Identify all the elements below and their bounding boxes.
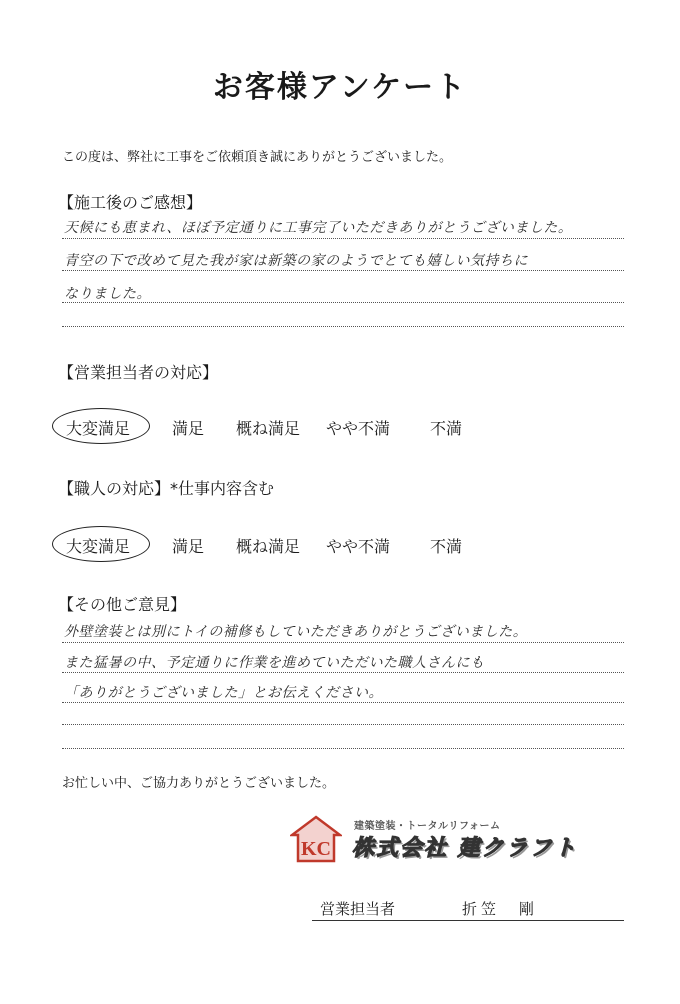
craftsman-option-satisfied[interactable]: 満足 [172, 537, 205, 556]
page-title: お客様アンケート [212, 70, 468, 105]
signature-name: 折笠 剛 [462, 900, 539, 918]
dotted-line [62, 238, 624, 239]
sales-option-somewhat-dissatisfied[interactable]: やや不満 [326, 419, 391, 438]
signature-label: 営業担当者 [320, 900, 396, 918]
company-tagline: 建築塗装・トータルリフォーム [354, 821, 501, 832]
dotted-line [62, 270, 624, 271]
craftsman-option-very-satisfied[interactable]: 大変満足 [66, 537, 131, 556]
impression-heading: 【施工後のご感想】 [58, 193, 203, 212]
craftsman-option-somewhat-dissatisfied[interactable]: やや不満 [326, 537, 391, 556]
dotted-line [62, 642, 624, 643]
craftsman-option-mostly-satisfied[interactable]: 概ね満足 [236, 537, 301, 556]
dotted-line [62, 672, 624, 673]
dotted-line [62, 748, 624, 749]
sales-option-mostly-satisfied[interactable]: 概ね満足 [236, 419, 301, 438]
dotted-line [62, 724, 624, 725]
dotted-line [62, 326, 624, 327]
other-line-1: 外壁塗装とは別にトイの補修もしていただきありがとうございました。 [64, 624, 528, 640]
dotted-line [62, 702, 624, 703]
closing-text: お忙しい中、ご協力ありがとうございました。 [62, 776, 336, 791]
company-logo [290, 815, 590, 865]
craftsman-heading: 【職人の対応】*仕事内容含む [58, 479, 275, 498]
house-logo-icon [290, 815, 342, 863]
impression-line-3: なりました。 [64, 286, 151, 302]
sales-option-very-satisfied[interactable]: 大変満足 [66, 419, 131, 438]
impression-line-1: 天候にも恵まれ、ほぼ予定通りに工事完了いただきありがとうございました。 [64, 220, 573, 236]
company-name: 株式会社 建クラフト [352, 836, 578, 861]
sales-heading: 【営業担当者の対応】 [58, 363, 219, 382]
logo-letters: KC [301, 838, 331, 860]
signature-line [312, 898, 624, 921]
sales-option-dissatisfied[interactable]: 不満 [430, 419, 463, 438]
other-heading: 【その他ご意見】 [58, 595, 187, 614]
dotted-line [62, 302, 624, 303]
intro-text: この度は、弊社に工事をご依頼頂き誠にありがとうございました。 [62, 150, 453, 165]
sales-option-satisfied[interactable]: 満足 [172, 419, 205, 438]
other-line-2: また猛暑の中、予定通りに作業を進めていただいた職人さんにも [64, 655, 485, 671]
craftsman-option-dissatisfied[interactable]: 不満 [430, 537, 463, 556]
other-line-3: 「ありがとうございました」とお伝えください。 [64, 685, 383, 701]
impression-line-2: 青空の下で改めて見た我が家は新築の家のようでとても嬉しい気持ちに [64, 253, 528, 269]
